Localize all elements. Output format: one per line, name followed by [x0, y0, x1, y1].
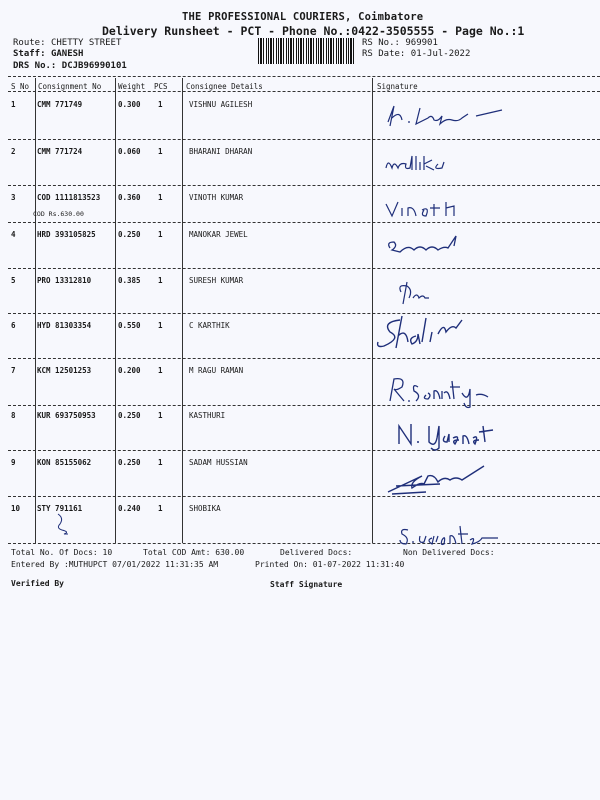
row-consignment: CMM 771724 [37, 147, 83, 156]
row-pcs: 1 [158, 411, 163, 420]
company-title: THE PROFESSIONAL COURIERS, Coimbatore [182, 11, 424, 23]
col-header-signature: Signature [377, 82, 418, 91]
row-consignee: C KARTHIK [189, 321, 230, 330]
row-consignment: KCM 12501253 [37, 366, 92, 375]
column-line [372, 78, 373, 543]
row-sno: 3 [11, 193, 16, 202]
signature-image [382, 148, 472, 180]
staff-label: Staff: [13, 49, 46, 59]
row-consignee: VINOTH KUMAR [189, 193, 244, 202]
signature-image [380, 100, 510, 134]
row-consignment: HRD 393105825 [37, 230, 96, 239]
col-header-consignee: Consignee Details [186, 82, 263, 91]
col-header-pcs: PCS [154, 82, 168, 91]
row-consignee: SADAM HUSSIAN [189, 458, 248, 467]
total-cod-amount: Total COD Amt: 630.00 [143, 548, 245, 557]
signature-image [386, 462, 486, 502]
row-consignment: PRO 13312810 [37, 276, 92, 285]
row-sno: 6 [11, 321, 16, 330]
route-label: Route: [13, 38, 46, 48]
signature-image [372, 312, 472, 358]
row-sno: 4 [11, 230, 16, 239]
divider [8, 450, 600, 451]
row-consignee: M RAGU RAMAN [189, 366, 244, 375]
divider [8, 543, 600, 544]
column-line [182, 78, 183, 543]
drs-value: DCJB96990101 [61, 61, 127, 71]
signature-image [384, 373, 494, 413]
row-weight: 0.300 [118, 100, 141, 109]
signature-image [395, 278, 435, 312]
row-pcs: 1 [158, 193, 163, 202]
cod-amount-note: COD Rs.630.00 [33, 210, 84, 218]
row-pcs: 1 [158, 504, 163, 513]
divider [8, 313, 600, 314]
row-consignment: HYD 81303354 [37, 321, 92, 330]
divider [8, 185, 600, 186]
col-header-sno: S No [11, 82, 30, 91]
row-consignment: STY 791161 [37, 504, 83, 513]
row-weight: 0.250 [118, 458, 141, 467]
route-line [13, 38, 121, 48]
row-consignee: SURESH KUMAR [189, 276, 244, 285]
total-docs: Total No. Of Docs: 10 [11, 548, 113, 557]
column-line [115, 78, 116, 543]
col-header-consignment: Consignment No [38, 82, 102, 91]
col-header-weight: Weight [118, 82, 146, 91]
row-consignee: BHARANI DHARAN [189, 147, 253, 156]
verified-by: Verified By [11, 579, 64, 588]
row-pcs: 1 [158, 100, 163, 109]
row-pcs: 1 [158, 458, 163, 467]
column-line [35, 78, 36, 543]
runsheet-title: Delivery Runsheet - PCT - Phone No.:0422-3505555 - Page No.:1 [102, 24, 525, 38]
row-consignee: MANOKAR JEWEL [189, 230, 248, 239]
row-weight: 0.060 [118, 147, 141, 156]
entered-by: Entered By :MUTHUPCT 07/01/2022 11:31:35 AM [11, 560, 219, 569]
row-sno: 9 [11, 458, 16, 467]
route-value: CHETTY STREET [50, 38, 122, 48]
signature-image [395, 418, 505, 456]
signature-image [384, 196, 474, 224]
rs-date-value: 01-Jul-2022 [410, 49, 471, 59]
row-weight: 0.385 [118, 276, 141, 285]
printed-on: Printed On: 01-07-2022 11:31:40 [255, 560, 405, 569]
divider [8, 222, 600, 223]
divider [8, 76, 600, 77]
staff-signature-label: Staff Signature [270, 580, 343, 589]
row-weight: 0.550 [118, 321, 141, 330]
row-sno: 7 [11, 366, 16, 375]
row-consignment: COD 1111813523 [37, 193, 101, 202]
row-weight: 0.200 [118, 366, 141, 375]
row-sno: 10 [11, 504, 21, 513]
row-weight: 0.360 [118, 193, 141, 202]
row-pcs: 1 [158, 230, 163, 239]
divider [8, 358, 600, 359]
divider [8, 496, 600, 497]
staff-line [13, 49, 83, 59]
row-sno: 5 [11, 276, 16, 285]
row-weight: 0.250 [118, 411, 141, 420]
rs-no-value: 969901 [405, 38, 438, 48]
scribble-mark [54, 512, 74, 540]
rs-no-line [362, 38, 438, 48]
row-consignee: VISHNU AGILESH [189, 100, 253, 109]
row-consignment: CMM 771749 [37, 100, 83, 109]
barcode [258, 38, 354, 64]
row-consignee: SHOBIKA [189, 504, 221, 513]
drs-line [13, 61, 127, 71]
row-consignment: KUR 693750953 [37, 411, 96, 420]
divider [8, 268, 600, 269]
row-sno: 1 [11, 100, 16, 109]
non-delivered-docs: Non Delivered Docs: [403, 548, 495, 557]
divider [8, 405, 600, 406]
rs-date-line [362, 49, 470, 59]
row-pcs: 1 [158, 147, 163, 156]
row-consignment: KON 85155062 [37, 458, 92, 467]
rs-no-label: RS No.: [362, 38, 400, 48]
row-consignee: KASTHURI [189, 411, 226, 420]
row-pcs: 1 [158, 366, 163, 375]
signature-image [384, 232, 464, 260]
delivered-docs: Delivered Docs: [280, 548, 353, 557]
rs-date-label: RS Date: [362, 49, 406, 59]
row-pcs: 1 [158, 321, 163, 330]
row-pcs: 1 [158, 276, 163, 285]
row-weight: 0.240 [118, 504, 141, 513]
row-sno: 8 [11, 411, 16, 420]
row-weight: 0.250 [118, 230, 141, 239]
drs-label: DRS No.: [13, 61, 57, 71]
staff-value: GANESH [50, 49, 84, 59]
row-sno: 2 [11, 147, 16, 156]
divider [8, 91, 600, 92]
divider [8, 139, 600, 140]
